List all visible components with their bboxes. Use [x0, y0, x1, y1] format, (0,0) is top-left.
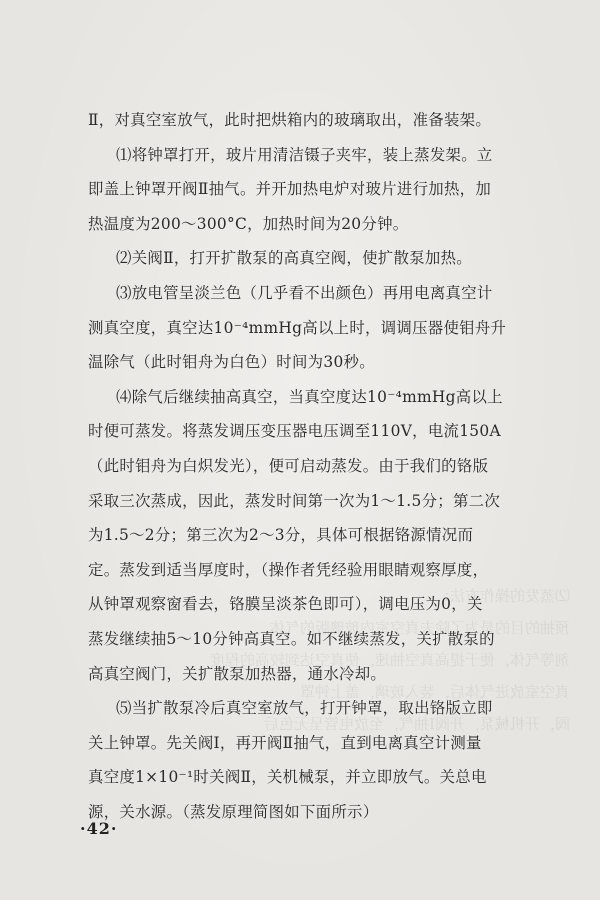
text-line: 真空度1×10⁻¹时关阀Ⅱ，关机械泵，并立即放气。关总电 [88, 768, 487, 787]
text-line: 定。蒸发到适当厚度时，（操作者凭经验用眼睛观察厚度， [88, 560, 489, 579]
text-line: 关上钟罩。先关阀Ⅰ，再开阀Ⅱ抽气，直到电离真空计测量 [88, 733, 482, 752]
text-line: 温除气（此时钼舟为白色）时间为30秒。 [88, 353, 375, 372]
page-number: ·42· [80, 819, 118, 838]
text-line: ⑴将钟罩打开，玻片用清洁镊子夹牢，装上蒸发架。立 [116, 145, 493, 164]
text-line: 蒸发继续抽5～10分钟高真空。如不继续蒸发，关扩散泵的 [88, 629, 495, 648]
text-line: 高真空阀门，关扩散泵加热器，通水冷却。 [88, 664, 387, 683]
text-line: ⑸当扩散泵冷后真空室放气，打开钟罩，取出铬版立即 [116, 699, 493, 718]
text-line: 热温度为200～300°C，加热时间为20分钟。 [88, 214, 409, 233]
text-line: （此时钼舟为白炽发光），便可启动蒸发。由于我们的铬版 [88, 456, 489, 475]
text-line: 采取三次蒸成，因此，蒸发时间第一次为1～1.5分；第二次 [88, 491, 501, 510]
text-line: 即盖上钟罩开阀Ⅱ抽气。并开加热电炉对玻片进行加热，加 [88, 180, 492, 199]
text-line: ⑵关阀Ⅱ，打开扩散泵的高真空阀，使扩散泵加热。 [116, 249, 472, 268]
bleed-through-text: ⑵蒸发的操作方法： 预抽的目的是为了除去真空室内玻璃版的气体 剂等气体，便于提高真空抽速，使真空达到较高的程度 真空室放进气体后，装入玻璃，盖上钟罩 阀，开机械泵，开阀Ⅰ抽气，至放电管呈无色后 [209, 587, 570, 733]
text-line: Ⅱ，对真空室放气，此时把烘箱内的玻璃取出，准备装架。 [88, 111, 492, 129]
text-line: 从钟罩观察窗看去，铬膜呈淡茶色即可），调电压为0，关 [88, 595, 483, 614]
text-line: 为1.5～2分；第三次为2～3分，具体可根据铬源情况而 [88, 526, 474, 545]
text-line: 测真空度，真空达10⁻⁴mmHg高以上时，调调压器使钼舟升 [88, 318, 507, 337]
text-line: ⑶放电管呈淡兰色（几乎看不出颜色）再用电离真空计 [116, 283, 493, 302]
text-line: 源，关水源。（蒸发原理简图如下面所示） [88, 802, 379, 821]
text-line: ⑷除气后继续抽高真空，当真空度达10⁻⁴mmHg高以上 [116, 387, 503, 406]
body-text [88, 103, 562, 829]
text-line: 时便可蒸发。将蒸发调压变压器电压调至110V，电流150A [88, 422, 501, 441]
